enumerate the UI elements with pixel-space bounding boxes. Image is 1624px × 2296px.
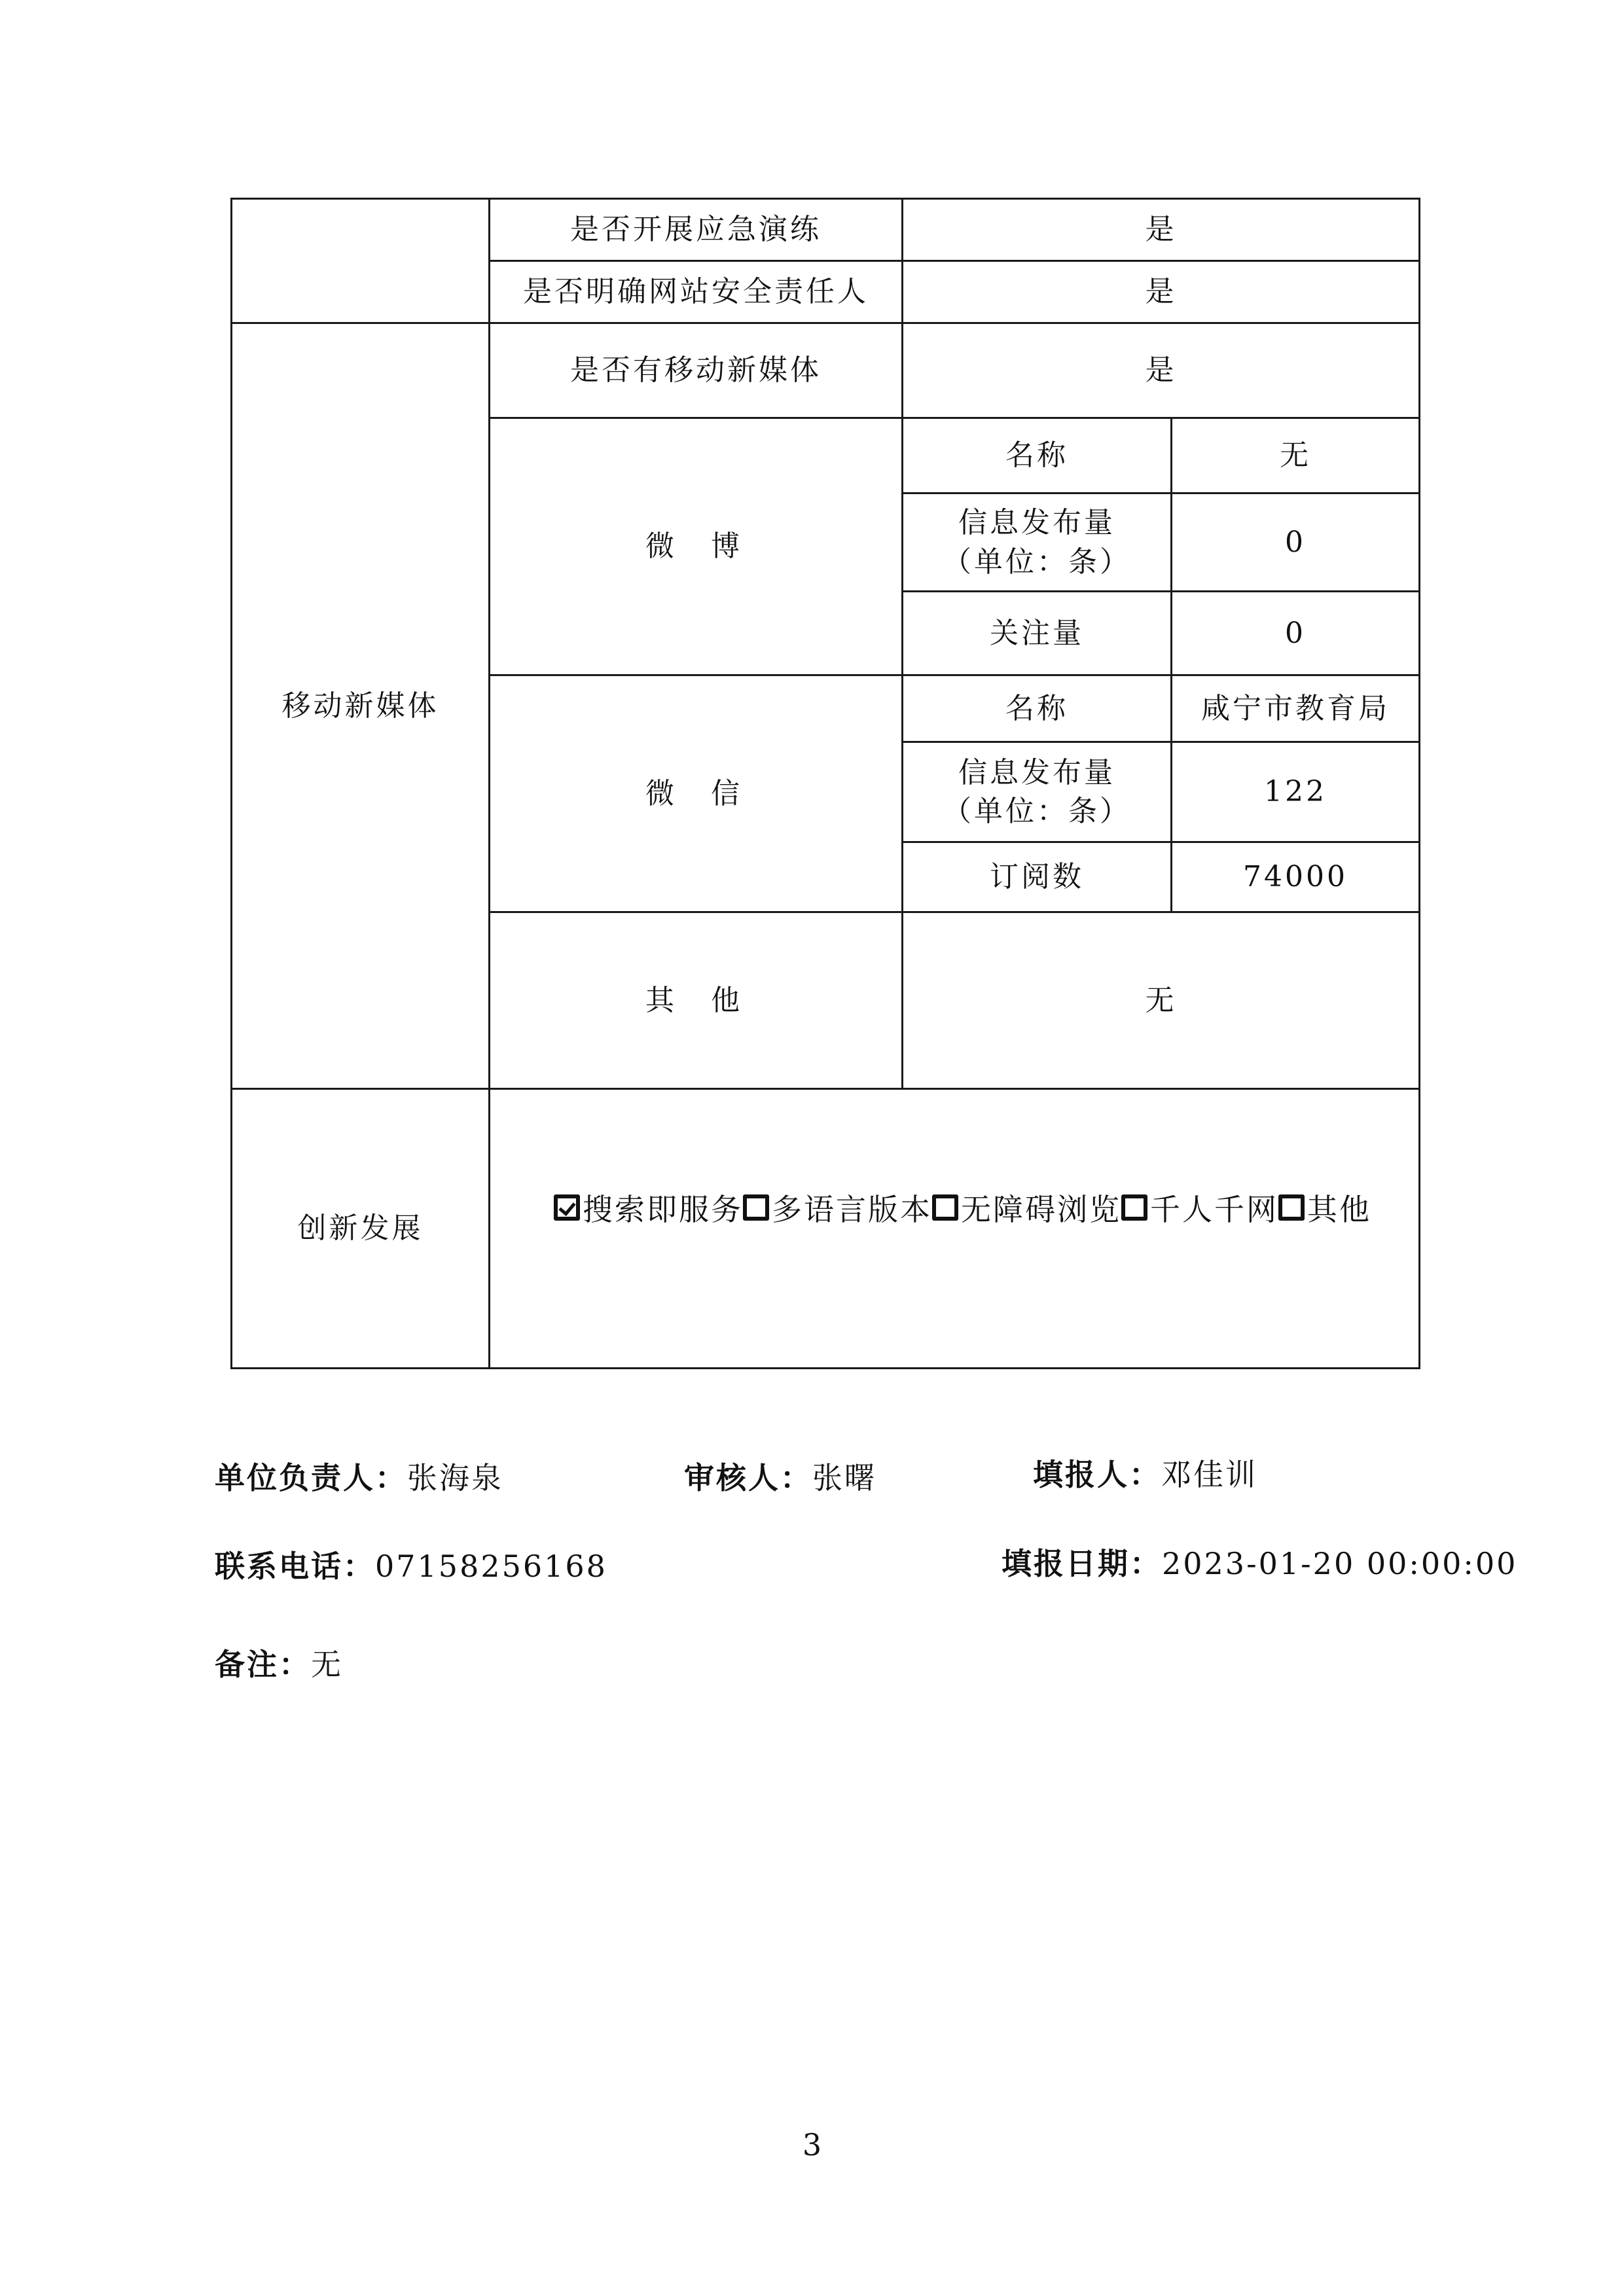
page-number: 3 bbox=[802, 2127, 822, 2162]
wechat-name-value: 咸宁市教育局 bbox=[1201, 691, 1390, 725]
phone-label: 联系电话： bbox=[215, 1549, 375, 1584]
date-label: 填报日期： bbox=[1001, 1546, 1162, 1581]
reviewer-field bbox=[684, 1454, 876, 1498]
weibo-posts-label-line2: （单位：条） bbox=[943, 545, 1131, 579]
mobile-section-label: 移动新媒体 bbox=[281, 689, 439, 723]
weibo-name-label: 名称 bbox=[1005, 439, 1068, 473]
weibo-label: 微博 bbox=[645, 529, 776, 564]
option-label: 搜索即服务 bbox=[583, 1192, 743, 1227]
weibo-posts-value: 0 bbox=[1285, 525, 1306, 559]
date-value: 2023-01-20 00:00:00 bbox=[1162, 1546, 1518, 1581]
drill-label: 是否开展应急演练 bbox=[570, 213, 821, 247]
checkbox-empty-icon[interactable] bbox=[1121, 1194, 1147, 1221]
leader-field bbox=[215, 1454, 503, 1498]
wechat-label: 微信 bbox=[645, 776, 776, 810]
weibo-follow-label: 关注量 bbox=[990, 616, 1084, 650]
owner-label: 是否明确网站安全责任人 bbox=[523, 275, 869, 309]
owner-value: 是 bbox=[1145, 275, 1177, 309]
remark-field bbox=[215, 1641, 343, 1684]
filler-value: 邓佳训 bbox=[1161, 1457, 1257, 1492]
has-mobile-value: 是 bbox=[1145, 353, 1177, 387]
option-accessibility[interactable] bbox=[932, 1186, 1121, 1229]
option-label: 其他 bbox=[1307, 1192, 1371, 1227]
filler-label: 填报人： bbox=[1033, 1457, 1161, 1492]
option-label: 多语言版本 bbox=[772, 1192, 932, 1227]
checkbox-empty-icon[interactable] bbox=[1278, 1194, 1305, 1221]
option-other[interactable] bbox=[1278, 1186, 1371, 1229]
weibo-follow-value: 0 bbox=[1285, 616, 1306, 650]
wechat-posts-value: 122 bbox=[1264, 775, 1327, 809]
wechat-posts-label-line1: 信息发布量 bbox=[958, 755, 1115, 789]
wechat-subs-label: 订阅数 bbox=[990, 860, 1084, 894]
reviewer-value: 张曙 bbox=[812, 1460, 876, 1496]
leader-value: 张海泉 bbox=[407, 1460, 503, 1496]
wechat-posts-label bbox=[903, 743, 1170, 841]
checkbox-checked-icon[interactable] bbox=[554, 1194, 580, 1221]
wechat-subs-value: 74000 bbox=[1243, 860, 1348, 894]
weibo-posts-label-line1: 信息发布量 bbox=[958, 506, 1115, 540]
weibo-name-value: 无 bbox=[1280, 439, 1311, 473]
reviewer-label: 审核人： bbox=[684, 1460, 812, 1496]
option-label: 千人千网 bbox=[1150, 1192, 1278, 1227]
wechat-name-label: 名称 bbox=[1005, 691, 1068, 725]
has-mobile-label: 是否有移动新媒体 bbox=[570, 353, 821, 387]
innovation-label: 创新发展 bbox=[297, 1211, 424, 1246]
remark-label: 备注： bbox=[215, 1647, 311, 1682]
report-table bbox=[230, 198, 1420, 1369]
option-search-service[interactable] bbox=[554, 1186, 743, 1229]
phone-value: 07158256168 bbox=[375, 1549, 607, 1584]
option-label: 无障碍浏览 bbox=[961, 1192, 1121, 1227]
phone-field bbox=[215, 1543, 607, 1586]
innovation-options bbox=[554, 1186, 1371, 1229]
checkbox-empty-icon[interactable] bbox=[932, 1194, 958, 1221]
date-field bbox=[1001, 1540, 1517, 1583]
wechat-posts-label-line2: （单位：条） bbox=[943, 795, 1131, 828]
weibo-posts-label bbox=[903, 494, 1170, 590]
option-personalized[interactable] bbox=[1121, 1186, 1278, 1229]
checkbox-empty-icon[interactable] bbox=[743, 1194, 769, 1221]
filler-field bbox=[1033, 1451, 1257, 1494]
other-label: 其他 bbox=[645, 983, 776, 1017]
remark-value: 无 bbox=[311, 1647, 343, 1682]
drill-value: 是 bbox=[1145, 213, 1177, 247]
option-multilingual[interactable] bbox=[743, 1186, 932, 1229]
leader-label: 单位负责人： bbox=[215, 1460, 407, 1496]
other-value: 无 bbox=[1145, 983, 1177, 1017]
